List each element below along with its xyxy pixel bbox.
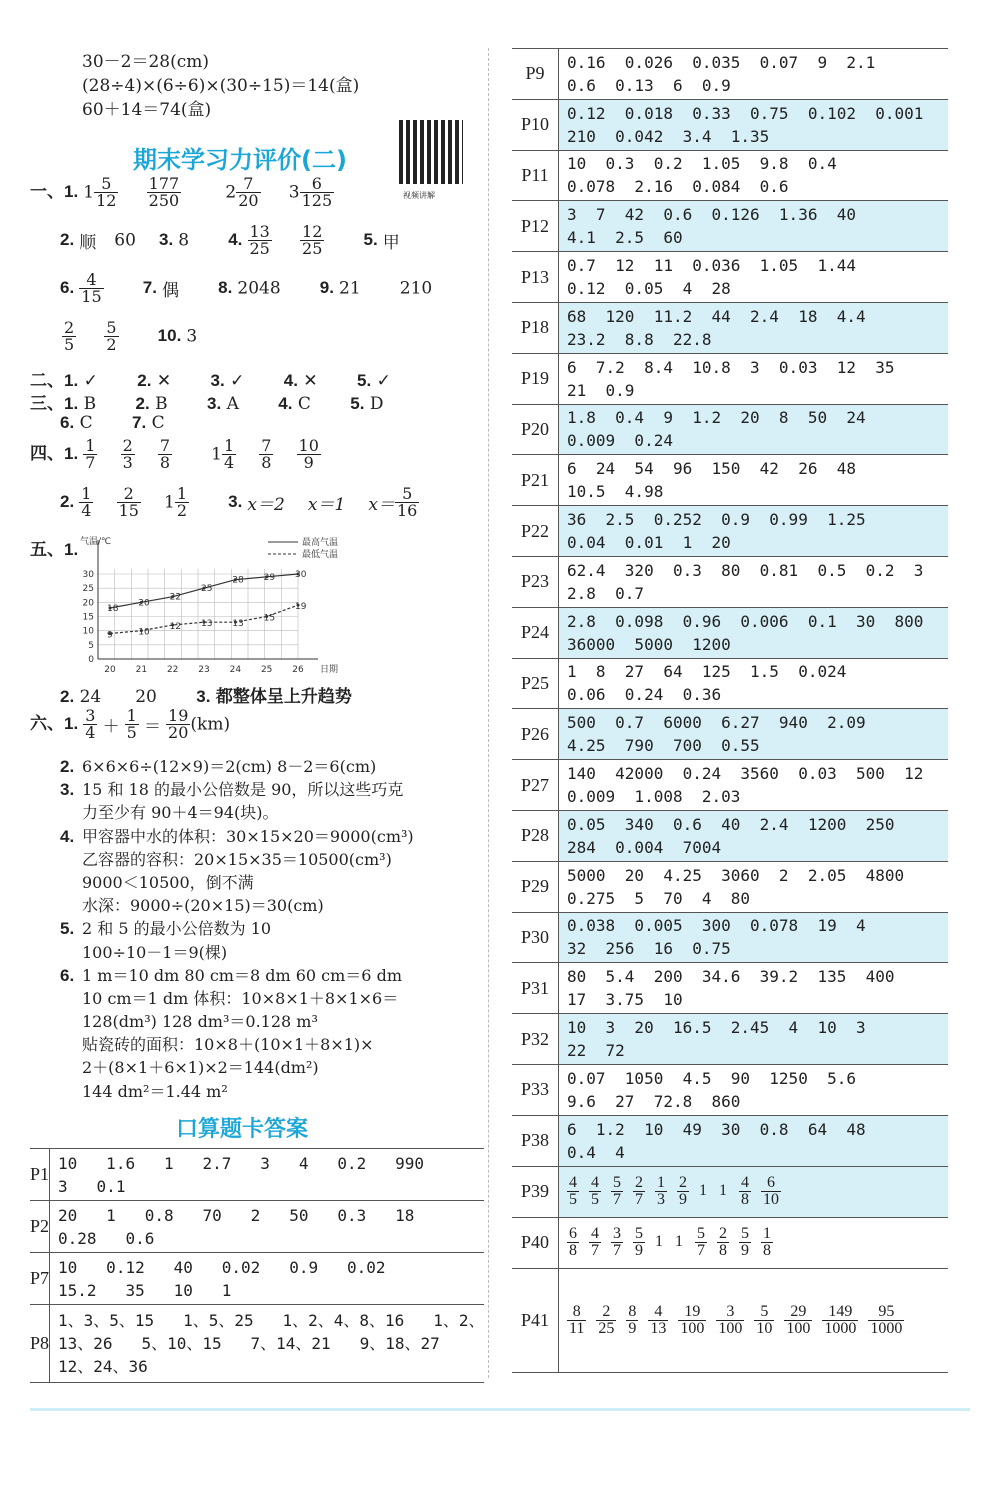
answer-line: 10 3 20 16.5 2.45 4 10 3: [567, 1018, 866, 1038]
s6-line: 乙容器的容积：20×15×35＝10500(cm³): [82, 849, 392, 869]
s4-row1: 四、1. $\frac{1}{7}$ $\frac{2}{3}$ $\frac{7}{8}$ 1 $\frac{1}{4}$ $\frac{7}{8}$ $\frac{10}{9}$: [30, 436, 319, 472]
fraction: $\frac{2}{8}$: [719, 1225, 727, 1260]
page-code: P9: [512, 49, 559, 100]
answer-cell: [559, 658, 949, 709]
page-code: P30: [512, 912, 559, 963]
answer-line: 5000 20 4.25 3060 2 2.05 4800: [567, 865, 905, 885]
s6-line: 144 dm²＝1.44 m²: [82, 1081, 228, 1101]
answer-line: 80 5.4 200 34.6 39.2 135 400: [567, 967, 895, 987]
fraction: $\frac{2}{7}$: [635, 1174, 643, 1209]
left-answer-table: [30, 1148, 484, 1383]
fraction: $\frac{5}{9}$: [741, 1225, 749, 1260]
table-row: [512, 353, 948, 404]
data-label: 13: [201, 619, 213, 630]
page-code: P8: [30, 1305, 50, 1383]
s3-row2: 6. C 7. C: [60, 413, 165, 433]
answer-cell: [50, 1253, 485, 1305]
s4-row2: 2. $\frac{1}{4}$ $\frac{2}{15}$ 1 $\frac{1}{2}$ 3. x＝2 x＝1 x＝ $\frac{5}{16}$: [60, 484, 418, 520]
answer-cell: [50, 1149, 485, 1201]
answer-line: 68 120 11.2 44 2.4 18 4.4: [567, 306, 866, 326]
answer-cell: [559, 252, 949, 303]
s6-line: 水深：9000÷(20×15)＝30(cm): [82, 896, 324, 916]
data-label: 25: [201, 584, 213, 595]
answer-line: 36000 5000 1200: [567, 634, 731, 654]
answer-line: 284 0.004 7004: [567, 837, 722, 857]
table-row: [512, 912, 948, 963]
answer-line: 10 0.12 40 0.02 0.9 0.02: [58, 1257, 386, 1277]
answer-line: 36 2.5 0.252 0.9 0.99 1.25: [567, 510, 866, 530]
y-tick-label: 10: [82, 626, 94, 637]
answer-cell: [559, 556, 949, 607]
table-row: [512, 1166, 948, 1217]
page-code: P1: [30, 1149, 50, 1201]
answer-line: 0.04 0.01 1 20: [567, 533, 731, 553]
right-answer-table: [512, 48, 948, 1373]
answer-line: 0.078 2.16 0.084 0.6: [567, 177, 789, 197]
answer-line: 0.275 5 70 4 80: [567, 888, 751, 908]
answer-line: 20 1 0.8 70 2 50 0.3 18: [58, 1205, 415, 1225]
answer-line: 6 7.2 8.4 10.8 3 0.03 12 35: [567, 357, 895, 377]
fraction: $\frac{4}{13}$: [650, 1302, 667, 1337]
answer-line: 10.5 4.98: [567, 482, 664, 502]
answer-line: 0.009 1.008 2.03: [567, 787, 741, 807]
fraction: $\frac{1}{8}$: [763, 1225, 771, 1260]
page-code: P20: [512, 404, 559, 455]
answer-line: 2.8 0.7: [567, 583, 645, 603]
answer-cell: [559, 963, 949, 1014]
table-row: [512, 252, 948, 303]
fraction: $\frac{4}{8}$: [741, 1174, 749, 1209]
answer-line: 10 0.3 0.2 1.05 9.8 0.4: [567, 154, 837, 174]
table-row: [30, 1253, 484, 1305]
fraction: $\frac{29}{100}$: [786, 1302, 811, 1337]
answer-cell: [559, 607, 949, 658]
x-axis-label: 日期: [320, 665, 339, 675]
table-row: [512, 506, 948, 557]
table-row: [512, 861, 948, 912]
answer-line: 12、24、36: [58, 1357, 148, 1376]
fraction: $\frac{8}{9}$: [628, 1302, 637, 1337]
table-row: [512, 556, 948, 607]
page-code: P33: [512, 1064, 559, 1115]
fraction: $\frac{3}{7}$: [613, 1225, 621, 1260]
s5-row2: 2. 24 20 3. 都整体呈上升趋势: [60, 687, 352, 707]
answer-line: 6 1.2 10 49 30 0.8 64 48: [567, 1119, 866, 1139]
answer-cell: [559, 455, 949, 506]
page-code: P26: [512, 709, 559, 760]
whole-number: 1: [655, 1233, 663, 1251]
page-code: P10: [512, 99, 559, 150]
fraction: $\frac{149}{1000}$: [824, 1302, 857, 1337]
answer-line: 500 0.7 6000 6.27 940 2.09: [567, 713, 866, 733]
page-code: P2: [30, 1201, 50, 1253]
page-code: P24: [512, 607, 559, 658]
answer-line: 1 8 27 64 125 1.5 0.024: [567, 662, 847, 682]
s6-line: 贴瓷砖的面积：10×8＋(10×1＋8×1)×: [82, 1035, 374, 1055]
top-line-1: 30－2＝28(cm): [82, 52, 209, 72]
page-code: P19: [512, 353, 559, 404]
fraction: $\frac{4}{5}$: [569, 1174, 577, 1209]
answer-line: 0.07 1050 4.5 90 1250 5.6: [567, 1068, 856, 1088]
answer-cell: [559, 861, 949, 912]
fraction: $\frac{8}{11}$: [569, 1302, 585, 1337]
page-code: P29: [512, 861, 559, 912]
table-row: [512, 760, 948, 811]
page-code: P41: [512, 1268, 559, 1372]
page-code: P7: [30, 1253, 50, 1305]
page-code: P38: [512, 1115, 559, 1166]
s3-row: 三、1. B 2. B 3. A 4. C 5. D: [30, 394, 384, 414]
s6-line: 2. 6×6×6÷(12×9)＝2(cm) 8－2＝6(cm): [60, 757, 377, 776]
y-tick-label: 0: [88, 655, 94, 665]
answer-cell: [559, 709, 949, 760]
s6-line: 100÷10－1＝9(棵): [82, 942, 228, 962]
answer-cell: [559, 49, 949, 100]
x-tick-label: 21: [135, 665, 148, 675]
table-row: [512, 201, 948, 252]
s1-row2: 2. 顺 60 3. 8 4. $\frac{13}{25}$ $\frac{12}{25}$ 5. 甲: [60, 222, 400, 258]
table-row: [512, 1115, 948, 1166]
table-row: [512, 404, 948, 455]
answer-line: 3 7 42 0.6 0.126 1.36 40: [567, 205, 856, 225]
page-code: P31: [512, 963, 559, 1014]
x-tick-label: 23: [198, 665, 210, 675]
data-label: 20: [138, 598, 150, 609]
answer-line: 4.1 2.5 60: [567, 228, 683, 248]
page-code: P18: [512, 302, 559, 353]
s6-row1: 六、1. $\frac{3}{4}$ ＋ $\frac{1}{5}$ ＝ $\frac{19}{20}$ (km): [30, 706, 231, 742]
answer-line: 23.2 8.8 22.8: [567, 329, 712, 349]
answer-line: 9.6 27 72.8 860: [567, 1091, 741, 1111]
answer-cell: [559, 201, 949, 252]
page-code: P32: [512, 1014, 559, 1065]
fraction: $\frac{2}{25}$: [598, 1302, 615, 1337]
s6-lines: [60, 754, 414, 1102]
x-tick-label: 22: [166, 665, 179, 675]
top-line-2: (28÷4)×(6÷6)×(30÷15)＝14(盒): [82, 76, 360, 96]
y-tick-label: 15: [82, 612, 94, 623]
data-label: 18: [107, 604, 119, 614]
answer-line: 0.16 0.026 0.035 0.07 9 2.1: [567, 52, 876, 72]
answer-line: 1、3、5、15 1、5、25 1、2、4、8、16 1、2、: [58, 1311, 485, 1330]
s5-label: 五、1.: [30, 540, 79, 559]
y-tick-label: 30: [82, 570, 94, 580]
data-label: 10: [138, 627, 150, 638]
s6-line: 6. 1 m＝10 dm 80 cm＝8 dm 60 cm＝6 dm: [60, 965, 402, 985]
fraction: $\frac{6}{10}$: [763, 1174, 779, 1209]
page-code: P27: [512, 760, 559, 811]
table-row: [512, 810, 948, 861]
footer-bar: [30, 1408, 970, 1411]
fraction: $\frac{5}{7}$: [613, 1174, 621, 1209]
page-code: P13: [512, 252, 559, 303]
legend-label: 最低气温: [302, 550, 339, 560]
table-row: [512, 658, 948, 709]
answer-line: 32 256 16 0.75: [567, 939, 731, 959]
answer-cell: [559, 1217, 949, 1268]
answer-cell: [559, 810, 949, 861]
page-code: P21: [512, 455, 559, 506]
fraction: $\frac{5}{10}$: [756, 1302, 773, 1337]
x-tick-label: 24: [229, 665, 242, 675]
answer-line: 3 0.1: [58, 1176, 126, 1196]
table-row: [512, 455, 948, 506]
answer-line: 6 24 54 96 150 42 26 48: [567, 459, 856, 479]
answer-line: 13、26 5、10、15 7、14、21 9、18、27: [58, 1334, 440, 1353]
temperature-chart: [78, 532, 378, 682]
s2-row: 二、1. ✓ 2. ✕ 3. ✓ 4. ✕ 5. ✓: [30, 371, 391, 391]
answer-line: 17 3.75 10: [567, 990, 683, 1010]
fraction: $\frac{4}{5}$: [591, 1174, 599, 1209]
table-row: [30, 1201, 484, 1253]
fraction: $\frac{3}{100}$: [718, 1302, 743, 1337]
section-title: 期末学习力评价(二): [133, 146, 347, 174]
answer-cell: [559, 99, 949, 150]
qr-caption: 视频讲解: [403, 191, 435, 200]
page-code: P23: [512, 556, 559, 607]
table-row: [512, 963, 948, 1014]
answer-cell: [559, 1268, 949, 1372]
page-code: P12: [512, 201, 559, 252]
data-label: 22: [169, 592, 182, 603]
table-row: [512, 302, 948, 353]
answer-line: 0.05 340 0.6 40 2.4 1200 250: [567, 814, 895, 834]
table-row: [512, 709, 948, 760]
table-row: [30, 1149, 484, 1201]
answer-cell: [559, 912, 949, 963]
fraction: $\frac{1}{3}$: [657, 1174, 665, 1209]
answer-line: 22 72: [567, 1041, 625, 1061]
answer-line: 21 0.9: [567, 380, 635, 400]
s6-line: 10 cm＝1 dm 体积：10×8×1＋8×1×6＝: [82, 988, 399, 1008]
data-label: 29: [263, 572, 276, 583]
s1-row3: 6. $\frac{4}{15}$ 7. 偶 8. 2048 9. 21 210: [60, 270, 433, 306]
s6-line: 128(dm³) 128 dm³＝0.128 m³: [82, 1012, 318, 1032]
legend-label: 最高气温: [302, 538, 339, 548]
table-row: [512, 1217, 948, 1268]
answer-line: 2.8 0.098 0.96 0.006 0.1 30 800: [567, 611, 924, 631]
whole-number: 1: [675, 1233, 683, 1251]
whole-number: 1: [719, 1182, 727, 1200]
whole-number: 1: [699, 1182, 707, 1200]
x-tick-label: 25: [260, 665, 273, 675]
fraction: $\frac{95}{1000}$: [870, 1302, 903, 1337]
top-line-3: 60＋14＝74(盒): [82, 100, 212, 120]
table-row: [512, 607, 948, 658]
answer-cell: [559, 353, 949, 404]
page-code: P22: [512, 506, 559, 557]
y-tick-label: 5: [88, 640, 94, 651]
answer-line: 0.06 0.24 0.36: [567, 685, 722, 705]
answer-line: 10 1.6 1 2.7 3 4 0.2 990: [58, 1153, 425, 1173]
answer-line: 140 42000 0.24 3560 0.03 500 12: [567, 764, 924, 784]
column-divider: [488, 48, 490, 1378]
table-row: [512, 150, 948, 201]
y-tick-label: 25: [82, 584, 94, 595]
data-label: 13: [232, 619, 244, 630]
s6-line: 9000＜10500，倒不满: [82, 872, 254, 892]
answer-cell: [559, 1064, 949, 1115]
fraction: $\frac{6}{8}$: [569, 1225, 577, 1260]
x-tick-label: 26: [292, 665, 304, 675]
page-code: P28: [512, 810, 559, 861]
page-code: P25: [512, 658, 559, 709]
answer-line: 0.6 0.13 6 0.9: [567, 75, 731, 95]
answer-cell: [559, 760, 949, 811]
answer-line: 0.4 4: [567, 1142, 625, 1162]
s6-line: 2＋(8×1＋6×1)×2＝144(dm²): [82, 1058, 319, 1078]
fraction: $\frac{5}{7}$: [697, 1225, 705, 1260]
fraction: $\frac{19}{100}$: [680, 1302, 705, 1337]
answer-cell: [559, 150, 949, 201]
y-tick-label: 20: [82, 598, 94, 609]
qr-code-icon[interactable]: [399, 120, 463, 184]
answer-cell: [559, 302, 949, 353]
data-label: 12: [169, 622, 182, 632]
data-label: 28: [232, 575, 244, 586]
answer-line: 62.4 320 0.3 80 0.81 0.5 0.2 3: [567, 560, 924, 580]
answer-cell: [559, 1014, 949, 1065]
s1-row4: $\frac{2}{5}$ $\frac{5}{2}$ 10. 3: [64, 318, 198, 354]
answer-cell: [559, 1115, 949, 1166]
table-row: [512, 1014, 948, 1065]
answer-cell: [559, 1166, 949, 1217]
answer-line: 0.12 0.018 0.33 0.75 0.102 0.001: [567, 103, 924, 123]
page-code: P39: [512, 1166, 559, 1217]
answer-line: 4.25 790 700 0.55: [567, 736, 760, 756]
page-code: P11: [512, 150, 559, 201]
data-label: 19: [295, 602, 307, 613]
answer-line: 15.2 35 10 1: [58, 1280, 232, 1300]
x-tick-label: 20: [104, 665, 116, 675]
answer-line: 0.009 0.24: [567, 431, 673, 451]
answer-line: 0.7 12 11 0.036 1.05 1.44: [567, 256, 856, 276]
answer-cell: [559, 506, 949, 557]
answer-line: 210 0.042 3.4 1.35: [567, 126, 770, 146]
data-label: 15: [263, 613, 276, 624]
data-label: 30: [295, 570, 307, 580]
answer-line: 0.038 0.005 300 0.078 19 4: [567, 916, 866, 936]
page-code: P40: [512, 1217, 559, 1268]
s6-line: 3. 15 和 18 的最小公倍数是 90，所以这些巧克: [60, 780, 404, 800]
data-label: 9: [107, 630, 113, 641]
answer-cell: [50, 1305, 485, 1383]
answer-line: 0.12 0.05 4 28: [567, 279, 731, 299]
answer-line: 1.8 0.4 9 1.2 20 8 50 24: [567, 408, 866, 428]
table-row: [512, 99, 948, 150]
answer-line: 0.28 0.6: [58, 1228, 155, 1248]
table-row: [512, 1064, 948, 1115]
table-row: [30, 1305, 484, 1383]
table-row: [512, 1268, 948, 1372]
s6-line: 5. 2 和 5 的最小公倍数为 10: [60, 919, 272, 939]
fraction: $\frac{2}{9}$: [679, 1174, 687, 1209]
fraction: $\frac{5}{9}$: [635, 1225, 643, 1260]
s1-row1: 一、1. 1 $\frac{5}{12}$ $\frac{177}{250}$ 2 $\frac{7}{20}$ 3 $\frac{6}{125}$: [30, 174, 333, 210]
s6-line: 4. 甲容器中水的体积：30×15×20＝9000(cm³): [60, 826, 414, 846]
fraction: $\frac{4}{7}$: [591, 1225, 599, 1260]
card-title: 口算题卡答案: [176, 1117, 309, 1142]
s6-line: 力至少有 90＋4＝94(块)。: [82, 803, 279, 823]
answer-cell: [559, 404, 949, 455]
table-row: [512, 49, 948, 100]
y-axis-label: 气温/℃: [80, 537, 112, 547]
answer-cell: [50, 1201, 485, 1253]
